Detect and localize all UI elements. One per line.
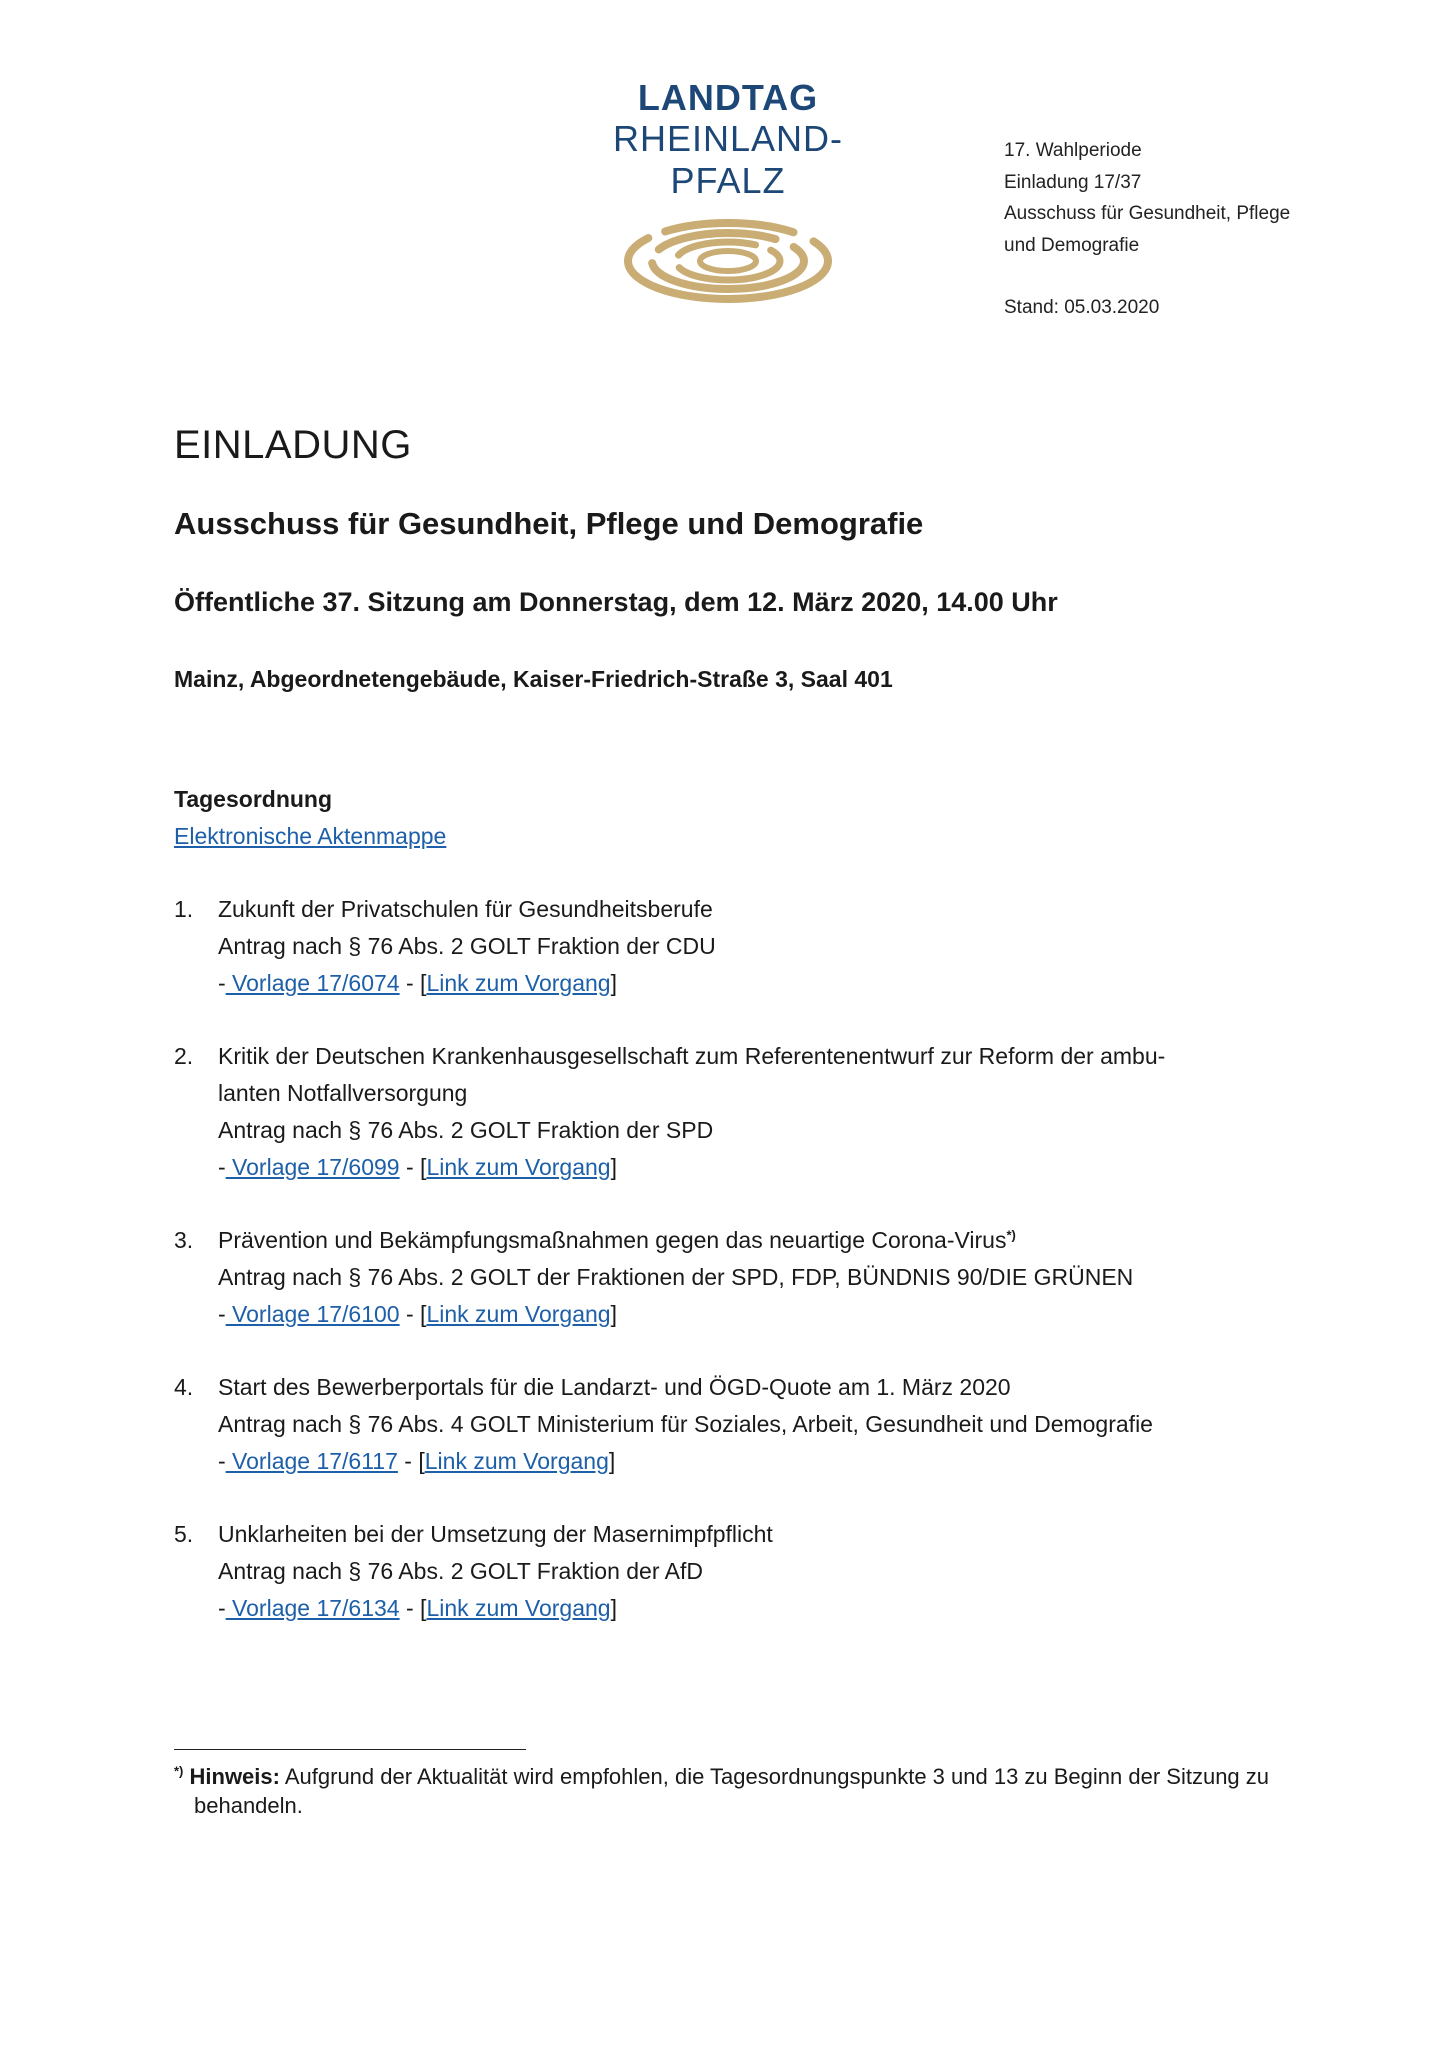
agenda-item-links <box>218 1296 1324 1333</box>
plenary-emblem-icon <box>623 218 833 304</box>
vorgang-link[interactable]: Link zum Vorgang <box>426 970 611 996</box>
agenda-list <box>174 891 1324 1627</box>
link-separator: - [ <box>399 1301 427 1327</box>
footnote-text: Aufgrund der Aktualität wird empfohlen, die Tagesordnungspunkte 3 und 13 zu Beginn der Sitzung zu behandeln. <box>194 1764 1270 1818</box>
agenda-item-2 <box>174 1038 1324 1186</box>
agenda-item-number: 2. <box>174 1043 194 1069</box>
bracket-close: ] <box>610 1595 617 1621</box>
agenda-item-4 <box>174 1369 1324 1480</box>
meta-committee-line1: Ausschuss für Gesundheit, Pflege <box>1004 203 1291 224</box>
dash-separator: - <box>218 1154 226 1180</box>
session-location: Mainz, Abgeordnetengebäude, Kaiser-Friedrich-Straße 3, Saal 401 <box>174 666 893 692</box>
agenda-item-number: 5. <box>174 1521 194 1547</box>
agenda-item-number: 1. <box>174 896 194 922</box>
agenda-item-links <box>218 1149 1324 1186</box>
vorlage-link[interactable]: Vorlage 17/6074 <box>225 970 400 996</box>
agenda-item-title: Unklarheiten bei der Umsetzung der Masernimpfpflicht <box>218 1521 773 1547</box>
landtag-logo <box>568 78 888 304</box>
dash-separator: - <box>218 970 226 996</box>
bracket-close: ] <box>610 1154 617 1180</box>
vorgang-link[interactable]: Link zum Vorgang <box>426 1301 611 1327</box>
agenda-item-motion: Antrag nach § 76 Abs. 2 GOLT der Fraktionen der SPD, FDP, BÜNDNIS 90/DIE GRÜNEN <box>218 1264 1134 1290</box>
electronic-file-link[interactable]: Elektronische Aktenmappe <box>174 823 447 849</box>
vorlage-link[interactable]: Vorlage 17/6117 <box>225 1448 398 1474</box>
dash-separator: - <box>218 1301 226 1327</box>
logo-line-rheinland-pfalz: RHEINLAND-PFALZ <box>612 118 844 201</box>
agenda-item-title: Kritik der Deutschen Krankenhausgesellschaft zum Referentenentwurf zur Reform der ambu- <box>218 1043 1166 1069</box>
vorlage-link[interactable]: Vorlage 17/6099 <box>225 1154 400 1180</box>
agenda-item-motion: Antrag nach § 76 Abs. 2 GOLT Fraktion der SPD <box>218 1117 714 1143</box>
link-separator: - [ <box>399 1154 427 1180</box>
bracket-close: ] <box>610 970 617 996</box>
vorgang-link[interactable]: Link zum Vorgang <box>426 1595 611 1621</box>
vorlage-link[interactable]: Vorlage 17/6100 <box>225 1301 400 1327</box>
agenda-item-title <box>218 1222 1324 1259</box>
agenda-item-motion: Antrag nach § 76 Abs. 2 GOLT Fraktion der AfD <box>218 1558 703 1584</box>
agenda-item-title-text: Prävention und Bekämpfungsmaßnahmen gegen das neuartige Corona-Virus <box>218 1227 1007 1253</box>
agenda-item-links <box>218 1443 1324 1480</box>
agenda-item-3 <box>174 1222 1324 1333</box>
vorgang-link[interactable]: Link zum Vorgang <box>424 1448 609 1474</box>
agenda-heading: Tagesordnung <box>174 786 333 812</box>
agenda-item-motion: Antrag nach § 76 Abs. 4 GOLT Ministerium für Soziales, Arbeit, Gesundheit und Demografie <box>218 1411 1153 1437</box>
link-separator: - [ <box>397 1448 425 1474</box>
agenda-item-5 <box>174 1516 1324 1627</box>
meta-committee-line2: und Demografie <box>1004 234 1140 256</box>
bracket-close: ] <box>608 1448 616 1474</box>
footnote-divider <box>174 1749 526 1750</box>
agenda-item-motion: Antrag nach § 76 Abs. 2 GOLT Fraktion der CDU <box>218 933 716 959</box>
page-title: EINLADUNG <box>174 423 412 467</box>
link-separator: - [ <box>399 1595 427 1621</box>
agenda-item-title-continued: lanten Notfallversorgung <box>218 1080 468 1106</box>
agenda-item-title: Start des Bewerberportals für die Landarzt- und ÖGD-Quote am 1. März 2020 <box>218 1374 1011 1400</box>
document-meta <box>1004 135 1290 324</box>
committee-heading: Ausschuss für Gesundheit, Pflege und Demografie <box>174 506 924 541</box>
footnote-marker: *) <box>174 1763 184 1779</box>
dash-separator: - <box>218 1448 226 1474</box>
link-separator: - [ <box>399 970 427 996</box>
meta-period: 17. Wahlperiode <box>1004 140 1142 161</box>
session-heading: Öffentliche 37. Sitzung am Donnerstag, dem 12. März 2020, 14.00 Uhr <box>174 587 1058 617</box>
vorlage-link[interactable]: Vorlage 17/6134 <box>225 1595 400 1621</box>
agenda-item-title: Zukunft der Privatschulen für Gesundheitsberufe <box>218 896 713 922</box>
meta-stand-date: Stand: 05.03.2020 <box>1004 297 1160 318</box>
agenda-item-1 <box>174 891 1324 1002</box>
agenda-item-number: 4. <box>174 1374 194 1400</box>
bracket-close: ] <box>610 1301 617 1327</box>
meta-invitation-number: Einladung 17/37 <box>1004 171 1142 193</box>
footnote-label: Hinweis: <box>183 1764 280 1789</box>
footnote-marker: *) <box>1006 1227 1016 1243</box>
dash-separator: - <box>218 1595 226 1621</box>
agenda-item-number: 3. <box>174 1227 194 1253</box>
document-body <box>174 420 1324 1663</box>
footnote <box>174 1762 1324 1820</box>
agenda-item-links <box>218 965 1324 1002</box>
logo-line-landtag: LANDTAG <box>637 77 819 118</box>
vorgang-link[interactable]: Link zum Vorgang <box>426 1154 611 1180</box>
agenda-item-links <box>218 1590 1324 1627</box>
